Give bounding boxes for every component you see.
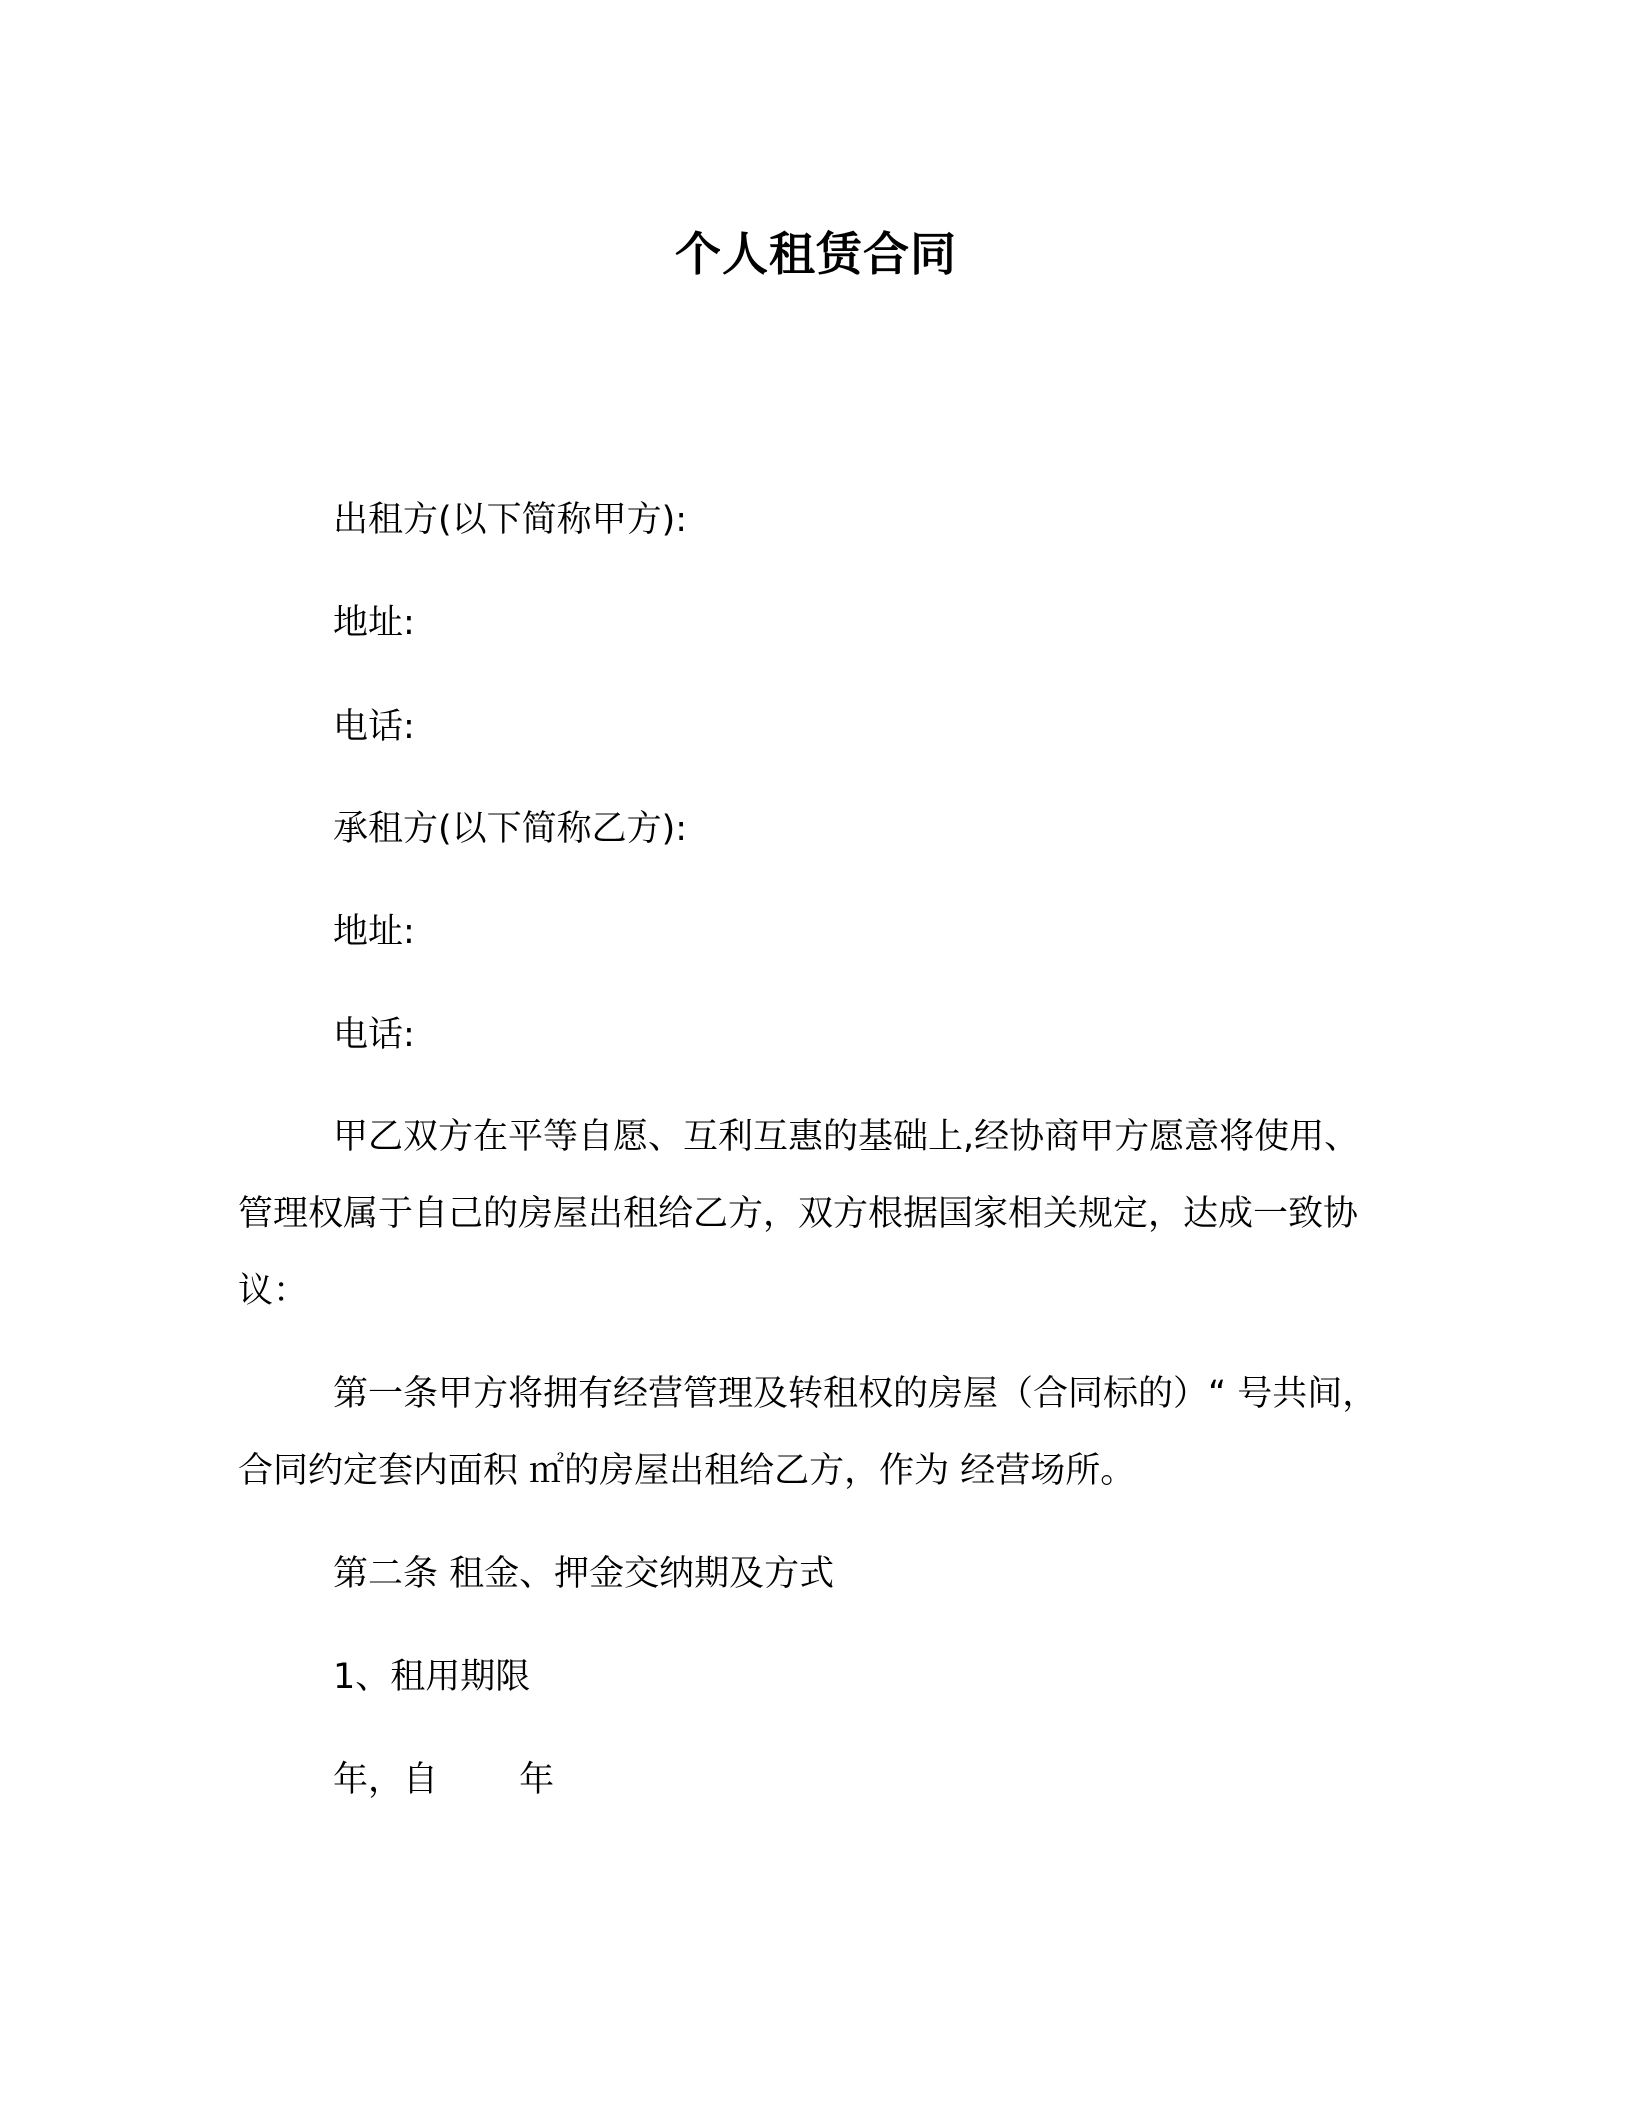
lessee-label: 承租方(以下简称乙方): bbox=[333, 809, 688, 849]
article-1-paragraph: 第一条甲方将拥有经营管理及转租权的房屋（合同标的）“ 号共间，合同约定套内面积 ㎡的房屋出租给乙方，作为 经营场所。 bbox=[238, 1374, 1378, 1491]
lessor-address-label: 地址: bbox=[333, 603, 415, 643]
lease-term-item: 1、租用期限 bbox=[333, 1657, 531, 1697]
document-title: 个人租赁合同 bbox=[675, 227, 957, 281]
lessee-address-label: 地址: bbox=[333, 912, 415, 952]
preamble-paragraph: 甲乙双方在平等自愿、互利互惠的基础上,经协商甲方愿意将使用、管理权属于自己的房屋出租给乙方，双方根据国家相关规定，达成一致协议： bbox=[238, 1117, 1360, 1311]
lessor-label: 出租方(以下简称甲方): bbox=[333, 500, 688, 540]
lease-term-line: 年，自 年 bbox=[333, 1760, 555, 1800]
article-2-heading: 第二条 租金、押金交纳期及方式 bbox=[333, 1554, 835, 1594]
lessor-phone-label: 电话: bbox=[333, 707, 415, 747]
lessee-phone-label: 电话: bbox=[333, 1015, 415, 1055]
